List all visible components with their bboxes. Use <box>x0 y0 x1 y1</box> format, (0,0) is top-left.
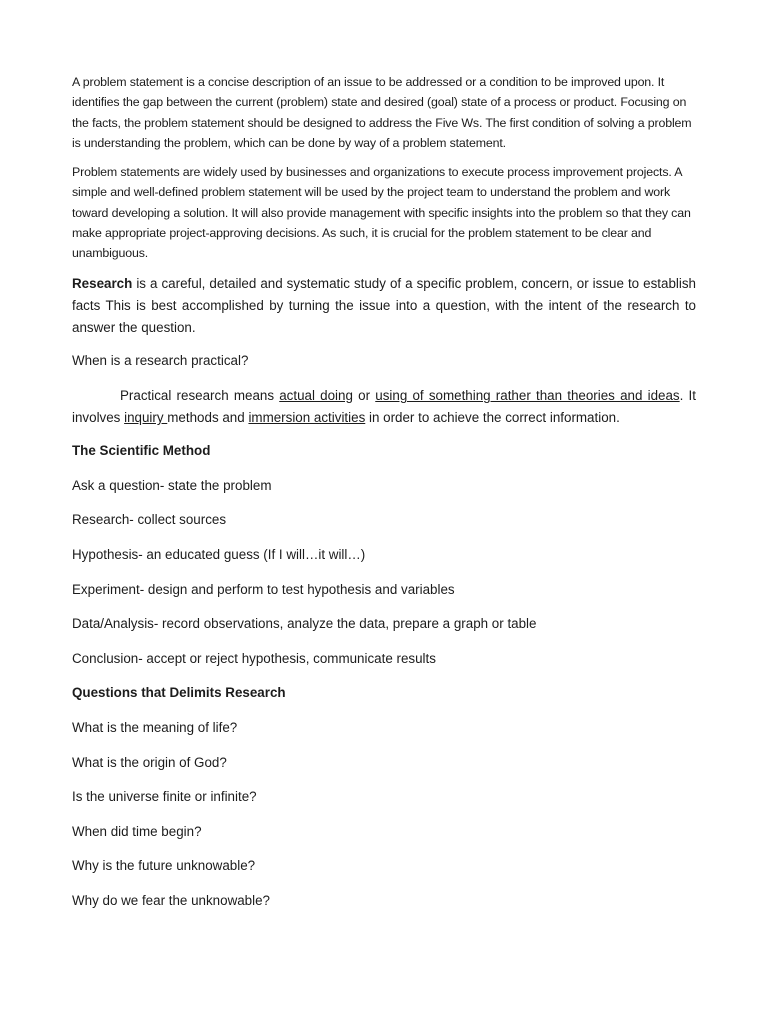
paragraph-practical-research <box>72 385 696 429</box>
scientific-method-step: Experiment- design and perform to test hypothesis and variables <box>72 581 455 597</box>
delimit-question: What is the origin of God? <box>72 754 227 770</box>
term-research: Research <box>72 275 133 291</box>
text-fragment: or <box>352 388 376 404</box>
scientific-method-step: Data/Analysis- record observations, analyze the data, prepare a graph or table <box>72 616 537 632</box>
research-definition-text: is a careful, detailed and systematic study of a specific problem, concern, or issue to establish facts This is best accomplished by turning the issue into a question, with the intent of the research to answer the question. <box>72 275 696 335</box>
paragraph-problem-statement-usage: Problem statements are widely used by businesses and organizations to execute process improvement projects. A simple and well-defined problem statement will be used by the project team to understand the problem and work toward developing a solution. It will also provide management with specific insights into the problem so that they can make appropriate project-approving decisions. As such, it is crucial for the problem statement to be clear and unambiguous. <box>72 165 691 261</box>
question-practical-research: When is a research practical? <box>72 352 249 368</box>
text-fragment: . It involves <box>72 388 696 426</box>
delimit-question: What is the meaning of life? <box>72 720 238 736</box>
paragraph-problem-statement: A problem statement is a concise description of an issue to be addressed or a condition to be improved upon. It identifies the gap between the current (problem) state and desired (goal) state of a process or product. Focusing on the facts, the problem statement should be designed to address the Five Ws. The first condition of solving a problem is understanding the problem, which can be done by way of a problem statement. <box>72 75 692 150</box>
delimit-question: Why do we fear the unknowable? <box>72 892 271 908</box>
scientific-method-step: Conclusion- accept or reject hypothesis, communicate results <box>72 650 436 666</box>
text-fragment: Practical research means <box>120 388 280 404</box>
heading-delimits-research: Questions that Delimits Research <box>72 685 286 701</box>
text-fragment: methods and <box>167 410 249 426</box>
underlined-inquiry: inquiry <box>124 410 168 426</box>
text-fragment: in order to achieve the correct information. <box>365 410 620 426</box>
delimit-question: When did time begin? <box>72 823 202 839</box>
paragraph-research-definition <box>72 273 696 339</box>
underlined-using-of-something: using of something rather than theories and ideas <box>375 388 680 404</box>
delimit-question: Is the universe finite or infinite? <box>72 789 257 805</box>
delimit-question: Why is the future unknowable? <box>72 858 256 874</box>
underlined-actual-doing: actual doing <box>279 388 353 404</box>
underlined-immersion-activities: immersion activities <box>248 410 366 426</box>
scientific-method-step: Research- collect sources <box>72 512 227 528</box>
scientific-method-step: Hypothesis- an educated guess (If I will…it will…) <box>72 547 366 563</box>
heading-scientific-method: The Scientific Method <box>72 443 211 459</box>
scientific-method-step: Ask a question- state the problem <box>72 477 272 493</box>
